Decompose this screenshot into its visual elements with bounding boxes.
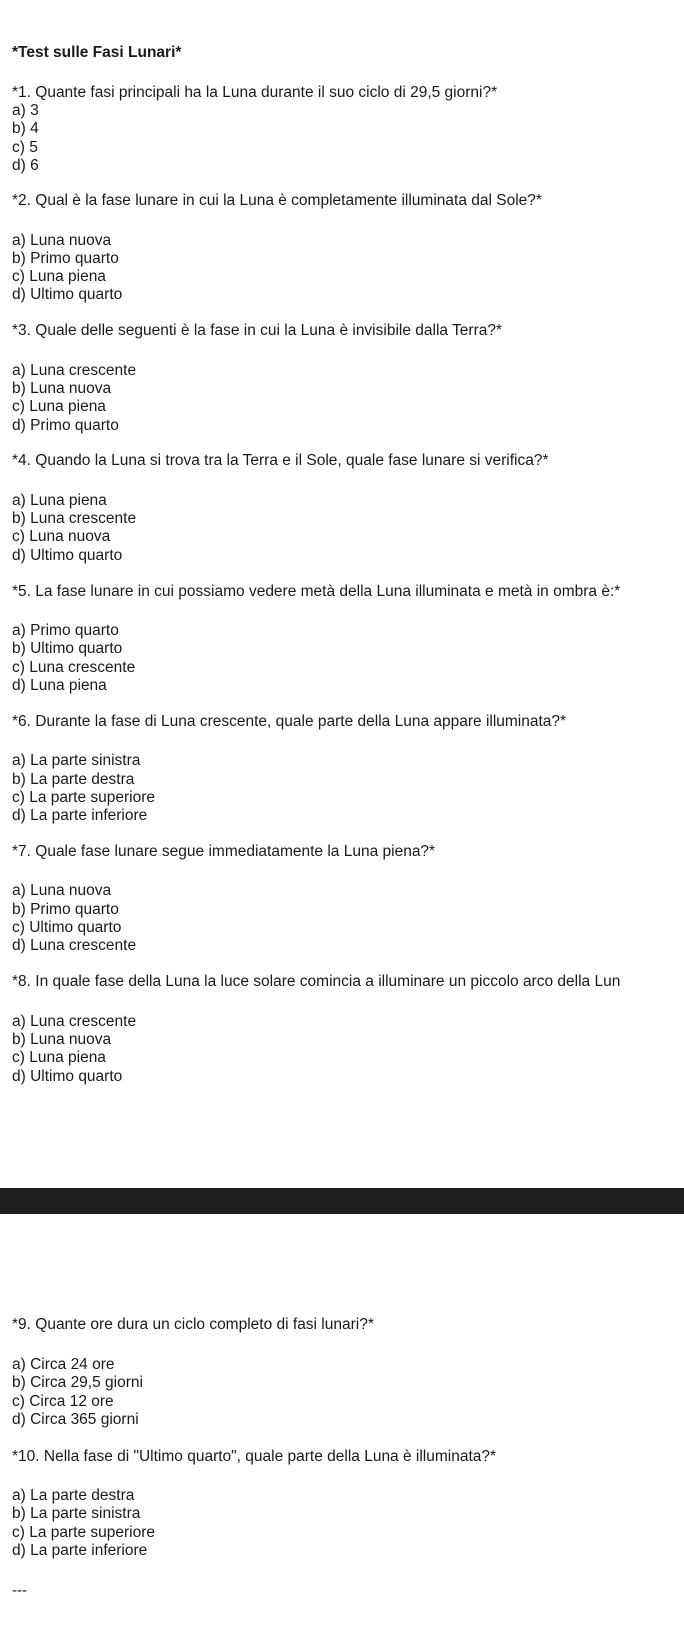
question-9: *9. Quante ore dura un ciclo completo di fasi lunari?* (12, 1316, 374, 1333)
question-6-option-a: a) La parte sinistra (12, 752, 141, 769)
question-7-option-c: c) Ultimo quarto (12, 919, 122, 936)
question-2: *2. Qual è la fase lunare in cui la Luna è completamente illuminata dal Sole?* (12, 192, 542, 209)
question-4-option-b: b) Luna crescente (12, 510, 137, 527)
question-2-option-d: d) Ultimo quarto (12, 286, 123, 303)
question-8: *8. In quale fase della Luna la luce solare comincia a illuminare un piccolo arco della Lun (12, 973, 621, 990)
question-5: *5. La fase lunare in cui possiamo vedere metà della Luna illuminata e metà in ombra è:* (12, 583, 621, 600)
dark-separator-band (0, 1188, 684, 1214)
question-9-option-b: b) Circa 29,5 giorni (12, 1374, 143, 1391)
question-3-option-a: a) Luna crescente (12, 362, 137, 379)
footer-separator: --- (12, 1582, 27, 1599)
question-1-option-b: b) 4 (12, 120, 39, 137)
question-5-option-a: a) Primo quarto (12, 622, 119, 639)
question-10: *10. Nella fase di "Ultimo quarto", quale parte della Luna è illuminata?* (12, 1448, 497, 1465)
question-6-option-c: c) La parte superiore (12, 789, 156, 806)
question-9-option-d: d) Circa 365 giorni (12, 1411, 139, 1428)
question-3-option-b: b) Luna nuova (12, 380, 112, 397)
question-5-option-b: b) Ultimo quarto (12, 640, 123, 657)
question-7-option-a: a) Luna nuova (12, 882, 112, 899)
question-2-option-a: a) Luna nuova (12, 232, 112, 249)
question-7-option-b: b) Primo quarto (12, 901, 119, 918)
question-8-option-c: c) Luna piena (12, 1049, 106, 1066)
question-7: *7. Quale fase lunare segue immediatamente la Luna piena?* (12, 843, 436, 860)
question-8-option-b: b) Luna nuova (12, 1031, 112, 1048)
question-4-option-d: d) Ultimo quarto (12, 547, 123, 564)
question-7-option-d: d) Luna crescente (12, 937, 137, 954)
question-10-option-c: c) La parte superiore (12, 1524, 156, 1541)
document-title: *Test sulle Fasi Lunari* (12, 44, 182, 61)
question-1-option-a: a) 3 (12, 102, 39, 119)
question-1-option-c: c) 5 (12, 139, 38, 156)
question-1: *1. Quante fasi principali ha la Luna durante il suo ciclo di 29,5 giorni?* (12, 84, 498, 101)
question-4-option-c: c) Luna nuova (12, 528, 111, 545)
question-4-option-a: a) Luna piena (12, 492, 107, 509)
question-9-option-a: a) Circa 24 ore (12, 1356, 115, 1373)
question-4: *4. Quando la Luna si trova tra la Terra e il Sole, quale fase lunare si verifica?* (12, 452, 549, 469)
question-2-option-b: b) Primo quarto (12, 250, 119, 267)
question-5-option-d: d) Luna piena (12, 677, 107, 694)
question-10-option-b: b) La parte sinistra (12, 1505, 141, 1522)
question-5-option-c: c) Luna crescente (12, 659, 136, 676)
question-9-option-c: c) Circa 12 ore (12, 1393, 114, 1410)
question-2-option-c: c) Luna piena (12, 268, 106, 285)
question-10-option-d: d) La parte inferiore (12, 1542, 148, 1559)
question-3: *3. Quale delle seguenti è la fase in cui la Luna è invisibile dalla Terra?* (12, 322, 502, 339)
question-10-option-a: a) La parte destra (12, 1487, 135, 1504)
question-6-option-b: b) La parte destra (12, 771, 135, 788)
question-3-option-c: c) Luna piena (12, 398, 106, 415)
question-1-option-d: d) 6 (12, 157, 39, 174)
question-3-option-d: d) Primo quarto (12, 417, 119, 434)
question-6: *6. Durante la fase di Luna crescente, quale parte della Luna appare illuminata?* (12, 713, 567, 730)
question-8-option-d: d) Ultimo quarto (12, 1068, 123, 1085)
question-6-option-d: d) La parte inferiore (12, 807, 148, 824)
question-8-option-a: a) Luna crescente (12, 1013, 137, 1030)
